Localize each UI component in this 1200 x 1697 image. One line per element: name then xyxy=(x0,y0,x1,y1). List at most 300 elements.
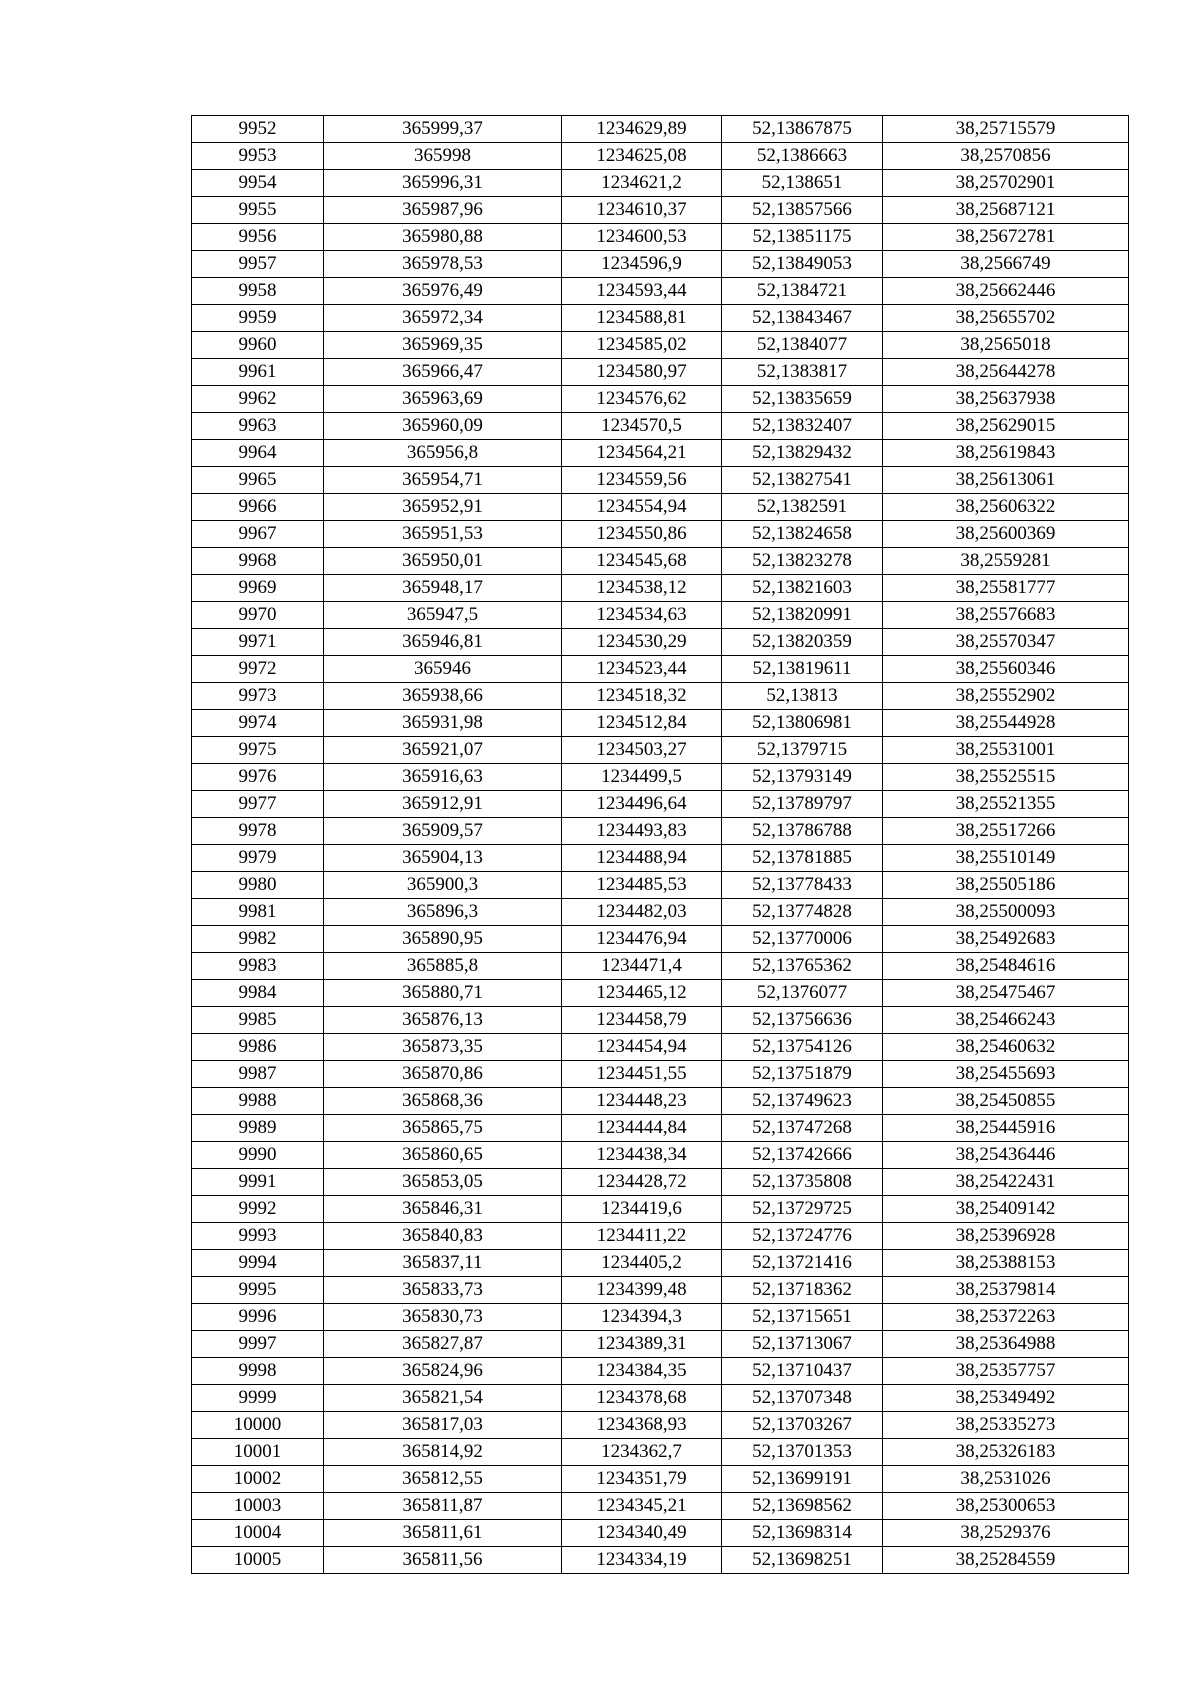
y-coordinate-cell: 1234345,21 xyxy=(562,1493,722,1520)
x-coordinate-cell: 365840,83 xyxy=(324,1223,562,1250)
longitude-cell: 38,25600369 xyxy=(883,521,1129,548)
coordinates-table xyxy=(191,115,1129,1574)
y-coordinate-cell: 1234451,55 xyxy=(562,1061,722,1088)
x-coordinate-cell: 365817,03 xyxy=(324,1412,562,1439)
latitude-cell: 52,13749623 xyxy=(722,1088,883,1115)
table-row xyxy=(192,1007,1129,1034)
longitude-cell: 38,25637938 xyxy=(883,386,1129,413)
latitude-cell: 52,1382591 xyxy=(722,494,883,521)
y-coordinate-cell: 1234378,68 xyxy=(562,1385,722,1412)
longitude-cell: 38,2529376 xyxy=(883,1520,1129,1547)
longitude-cell: 38,25510149 xyxy=(883,845,1129,872)
y-coordinate-cell: 1234444,84 xyxy=(562,1115,722,1142)
x-coordinate-cell: 365978,53 xyxy=(324,251,562,278)
x-coordinate-cell: 365827,87 xyxy=(324,1331,562,1358)
y-coordinate-cell: 1234629,89 xyxy=(562,116,722,143)
latitude-cell: 52,13806981 xyxy=(722,710,883,737)
x-coordinate-cell: 365916,63 xyxy=(324,764,562,791)
x-coordinate-cell: 365873,35 xyxy=(324,1034,562,1061)
longitude-cell: 38,25655702 xyxy=(883,305,1129,332)
x-coordinate-cell: 365833,73 xyxy=(324,1277,562,1304)
table-row xyxy=(192,1412,1129,1439)
y-coordinate-cell: 1234351,79 xyxy=(562,1466,722,1493)
y-coordinate-cell: 1234596,9 xyxy=(562,251,722,278)
table-row xyxy=(192,440,1129,467)
x-coordinate-cell: 365821,54 xyxy=(324,1385,562,1412)
latitude-cell: 52,13715651 xyxy=(722,1304,883,1331)
point-number-cell: 9975 xyxy=(192,737,324,764)
table-row xyxy=(192,899,1129,926)
y-coordinate-cell: 1234448,23 xyxy=(562,1088,722,1115)
table-row xyxy=(192,926,1129,953)
point-number-cell: 9988 xyxy=(192,1088,324,1115)
latitude-cell: 52,13770006 xyxy=(722,926,883,953)
longitude-cell: 38,25357757 xyxy=(883,1358,1129,1385)
table-row xyxy=(192,1277,1129,1304)
point-number-cell: 9982 xyxy=(192,926,324,953)
latitude-cell: 52,13843467 xyxy=(722,305,883,332)
y-coordinate-cell: 1234580,97 xyxy=(562,359,722,386)
point-number-cell: 9959 xyxy=(192,305,324,332)
longitude-cell: 38,25284559 xyxy=(883,1547,1129,1574)
point-number-cell: 9984 xyxy=(192,980,324,1007)
latitude-cell: 52,1386663 xyxy=(722,143,883,170)
latitude-cell: 52,13832407 xyxy=(722,413,883,440)
latitude-cell: 52,13823278 xyxy=(722,548,883,575)
table-row xyxy=(192,872,1129,899)
longitude-cell: 38,2531026 xyxy=(883,1466,1129,1493)
longitude-cell: 38,25552902 xyxy=(883,683,1129,710)
latitude-cell: 52,13701353 xyxy=(722,1439,883,1466)
latitude-cell: 52,13742666 xyxy=(722,1142,883,1169)
y-coordinate-cell: 1234503,27 xyxy=(562,737,722,764)
x-coordinate-cell: 365853,05 xyxy=(324,1169,562,1196)
x-coordinate-cell: 365837,11 xyxy=(324,1250,562,1277)
x-coordinate-cell: 365938,66 xyxy=(324,683,562,710)
table-row xyxy=(192,1196,1129,1223)
x-coordinate-cell: 365896,3 xyxy=(324,899,562,926)
longitude-cell: 38,25544928 xyxy=(883,710,1129,737)
latitude-cell: 52,13698314 xyxy=(722,1520,883,1547)
latitude-cell: 52,13857566 xyxy=(722,197,883,224)
y-coordinate-cell: 1234399,48 xyxy=(562,1277,722,1304)
longitude-cell: 38,25450855 xyxy=(883,1088,1129,1115)
y-coordinate-cell: 1234476,94 xyxy=(562,926,722,953)
table-row xyxy=(192,521,1129,548)
latitude-cell: 52,13713067 xyxy=(722,1331,883,1358)
point-number-cell: 9992 xyxy=(192,1196,324,1223)
x-coordinate-cell: 365954,71 xyxy=(324,467,562,494)
latitude-cell: 52,13820991 xyxy=(722,602,883,629)
table-row xyxy=(192,143,1129,170)
longitude-cell: 38,25517266 xyxy=(883,818,1129,845)
latitude-cell: 52,138651 xyxy=(722,170,883,197)
y-coordinate-cell: 1234362,7 xyxy=(562,1439,722,1466)
longitude-cell: 38,25484616 xyxy=(883,953,1129,980)
latitude-cell: 52,13820359 xyxy=(722,629,883,656)
point-number-cell: 9965 xyxy=(192,467,324,494)
x-coordinate-cell: 365963,69 xyxy=(324,386,562,413)
table-row xyxy=(192,1493,1129,1520)
x-coordinate-cell: 365976,49 xyxy=(324,278,562,305)
table-row xyxy=(192,1358,1129,1385)
latitude-cell: 52,1384721 xyxy=(722,278,883,305)
point-number-cell: 9995 xyxy=(192,1277,324,1304)
table-row xyxy=(192,278,1129,305)
table-row xyxy=(192,1304,1129,1331)
table-row xyxy=(192,1520,1129,1547)
x-coordinate-cell: 365999,37 xyxy=(324,116,562,143)
table-row xyxy=(192,359,1129,386)
x-coordinate-cell: 365980,88 xyxy=(324,224,562,251)
point-number-cell: 9971 xyxy=(192,629,324,656)
point-number-cell: 9977 xyxy=(192,791,324,818)
table-row xyxy=(192,683,1129,710)
table-row xyxy=(192,467,1129,494)
table-row xyxy=(192,413,1129,440)
table-row xyxy=(192,1250,1129,1277)
longitude-cell: 38,25436446 xyxy=(883,1142,1129,1169)
point-number-cell: 10001 xyxy=(192,1439,324,1466)
latitude-cell: 52,1383817 xyxy=(722,359,883,386)
point-number-cell: 10004 xyxy=(192,1520,324,1547)
x-coordinate-cell: 365998 xyxy=(324,143,562,170)
table-row xyxy=(192,1466,1129,1493)
longitude-cell: 38,25672781 xyxy=(883,224,1129,251)
longitude-cell: 38,25379814 xyxy=(883,1277,1129,1304)
longitude-cell: 38,25396928 xyxy=(883,1223,1129,1250)
coordinates-table-body xyxy=(192,116,1129,1574)
table-row xyxy=(192,602,1129,629)
longitude-cell: 38,2559281 xyxy=(883,548,1129,575)
y-coordinate-cell: 1234428,72 xyxy=(562,1169,722,1196)
y-coordinate-cell: 1234499,5 xyxy=(562,764,722,791)
y-coordinate-cell: 1234530,29 xyxy=(562,629,722,656)
y-coordinate-cell: 1234550,86 xyxy=(562,521,722,548)
table-row xyxy=(192,1088,1129,1115)
y-coordinate-cell: 1234559,56 xyxy=(562,467,722,494)
table-row xyxy=(192,1034,1129,1061)
latitude-cell: 52,13710437 xyxy=(722,1358,883,1385)
table-row xyxy=(192,386,1129,413)
longitude-cell: 38,25606322 xyxy=(883,494,1129,521)
point-number-cell: 9993 xyxy=(192,1223,324,1250)
point-number-cell: 9964 xyxy=(192,440,324,467)
longitude-cell: 38,25349492 xyxy=(883,1385,1129,1412)
point-number-cell: 9967 xyxy=(192,521,324,548)
longitude-cell: 38,25644278 xyxy=(883,359,1129,386)
latitude-cell: 52,1376077 xyxy=(722,980,883,1007)
x-coordinate-cell: 365890,95 xyxy=(324,926,562,953)
x-coordinate-cell: 365880,71 xyxy=(324,980,562,1007)
longitude-cell: 38,25525515 xyxy=(883,764,1129,791)
y-coordinate-cell: 1234368,93 xyxy=(562,1412,722,1439)
point-number-cell: 9969 xyxy=(192,575,324,602)
x-coordinate-cell: 365969,35 xyxy=(324,332,562,359)
x-coordinate-cell: 365814,92 xyxy=(324,1439,562,1466)
longitude-cell: 38,25715579 xyxy=(883,116,1129,143)
longitude-cell: 38,25570347 xyxy=(883,629,1129,656)
longitude-cell: 38,25409142 xyxy=(883,1196,1129,1223)
point-number-cell: 9989 xyxy=(192,1115,324,1142)
table-row xyxy=(192,953,1129,980)
longitude-cell: 38,25521355 xyxy=(883,791,1129,818)
table-row xyxy=(192,1142,1129,1169)
y-coordinate-cell: 1234405,2 xyxy=(562,1250,722,1277)
y-coordinate-cell: 1234394,3 xyxy=(562,1304,722,1331)
point-number-cell: 9981 xyxy=(192,899,324,926)
point-number-cell: 9985 xyxy=(192,1007,324,1034)
x-coordinate-cell: 365952,91 xyxy=(324,494,562,521)
point-number-cell: 9997 xyxy=(192,1331,324,1358)
y-coordinate-cell: 1234471,4 xyxy=(562,953,722,980)
x-coordinate-cell: 365868,36 xyxy=(324,1088,562,1115)
latitude-cell: 52,13703267 xyxy=(722,1412,883,1439)
x-coordinate-cell: 365966,47 xyxy=(324,359,562,386)
latitude-cell: 52,1384077 xyxy=(722,332,883,359)
latitude-cell: 52,13813 xyxy=(722,683,883,710)
latitude-cell: 52,13789797 xyxy=(722,791,883,818)
point-number-cell: 9955 xyxy=(192,197,324,224)
y-coordinate-cell: 1234482,03 xyxy=(562,899,722,926)
latitude-cell: 52,13824658 xyxy=(722,521,883,548)
longitude-cell: 38,25466243 xyxy=(883,1007,1129,1034)
table-row xyxy=(192,710,1129,737)
longitude-cell: 38,25662446 xyxy=(883,278,1129,305)
y-coordinate-cell: 1234384,35 xyxy=(562,1358,722,1385)
x-coordinate-cell: 365860,65 xyxy=(324,1142,562,1169)
longitude-cell: 38,25505186 xyxy=(883,872,1129,899)
x-coordinate-cell: 365904,13 xyxy=(324,845,562,872)
y-coordinate-cell: 1234438,34 xyxy=(562,1142,722,1169)
table-row xyxy=(192,1169,1129,1196)
y-coordinate-cell: 1234496,64 xyxy=(562,791,722,818)
longitude-cell: 38,25619843 xyxy=(883,440,1129,467)
table-row xyxy=(192,818,1129,845)
table-row xyxy=(192,737,1129,764)
x-coordinate-cell: 365865,75 xyxy=(324,1115,562,1142)
point-number-cell: 9999 xyxy=(192,1385,324,1412)
point-number-cell: 9954 xyxy=(192,170,324,197)
point-number-cell: 9961 xyxy=(192,359,324,386)
longitude-cell: 38,25388153 xyxy=(883,1250,1129,1277)
x-coordinate-cell: 365811,61 xyxy=(324,1520,562,1547)
latitude-cell: 52,13851175 xyxy=(722,224,883,251)
latitude-cell: 52,13698251 xyxy=(722,1547,883,1574)
latitude-cell: 52,13786788 xyxy=(722,818,883,845)
latitude-cell: 52,13718362 xyxy=(722,1277,883,1304)
y-coordinate-cell: 1234518,32 xyxy=(562,683,722,710)
table-row xyxy=(192,1547,1129,1574)
point-number-cell: 9960 xyxy=(192,332,324,359)
x-coordinate-cell: 365811,87 xyxy=(324,1493,562,1520)
y-coordinate-cell: 1234534,63 xyxy=(562,602,722,629)
latitude-cell: 52,13729725 xyxy=(722,1196,883,1223)
longitude-cell: 38,25335273 xyxy=(883,1412,1129,1439)
table-row xyxy=(192,251,1129,278)
x-coordinate-cell: 365830,73 xyxy=(324,1304,562,1331)
longitude-cell: 38,25326183 xyxy=(883,1439,1129,1466)
latitude-cell: 52,13849053 xyxy=(722,251,883,278)
point-number-cell: 9958 xyxy=(192,278,324,305)
latitude-cell: 52,13707348 xyxy=(722,1385,883,1412)
longitude-cell: 38,25687121 xyxy=(883,197,1129,224)
longitude-cell: 38,25445916 xyxy=(883,1115,1129,1142)
latitude-cell: 52,13699191 xyxy=(722,1466,883,1493)
x-coordinate-cell: 365950,01 xyxy=(324,548,562,575)
point-number-cell: 9952 xyxy=(192,116,324,143)
table-row xyxy=(192,1061,1129,1088)
table-row xyxy=(192,1115,1129,1142)
y-coordinate-cell: 1234588,81 xyxy=(562,305,722,332)
x-coordinate-cell: 365960,09 xyxy=(324,413,562,440)
longitude-cell: 38,25702901 xyxy=(883,170,1129,197)
point-number-cell: 9962 xyxy=(192,386,324,413)
y-coordinate-cell: 1234554,94 xyxy=(562,494,722,521)
point-number-cell: 9980 xyxy=(192,872,324,899)
latitude-cell: 52,13827541 xyxy=(722,467,883,494)
y-coordinate-cell: 1234493,83 xyxy=(562,818,722,845)
latitude-cell: 52,13735808 xyxy=(722,1169,883,1196)
y-coordinate-cell: 1234340,49 xyxy=(562,1520,722,1547)
x-coordinate-cell: 365948,17 xyxy=(324,575,562,602)
point-number-cell: 9957 xyxy=(192,251,324,278)
point-number-cell: 9963 xyxy=(192,413,324,440)
point-number-cell: 9990 xyxy=(192,1142,324,1169)
latitude-cell: 52,13751879 xyxy=(722,1061,883,1088)
y-coordinate-cell: 1234564,21 xyxy=(562,440,722,467)
y-coordinate-cell: 1234523,44 xyxy=(562,656,722,683)
table-row xyxy=(192,305,1129,332)
table-row xyxy=(192,575,1129,602)
latitude-cell: 52,13747268 xyxy=(722,1115,883,1142)
table-row xyxy=(192,764,1129,791)
longitude-cell: 38,25492683 xyxy=(883,926,1129,953)
table-row xyxy=(192,1439,1129,1466)
x-coordinate-cell: 365900,3 xyxy=(324,872,562,899)
point-number-cell: 9956 xyxy=(192,224,324,251)
table-row xyxy=(192,1223,1129,1250)
y-coordinate-cell: 1234585,02 xyxy=(562,332,722,359)
y-coordinate-cell: 1234570,5 xyxy=(562,413,722,440)
point-number-cell: 9976 xyxy=(192,764,324,791)
longitude-cell: 38,25500093 xyxy=(883,899,1129,926)
point-number-cell: 9991 xyxy=(192,1169,324,1196)
longitude-cell: 38,25581777 xyxy=(883,575,1129,602)
point-number-cell: 9973 xyxy=(192,683,324,710)
x-coordinate-cell: 365951,53 xyxy=(324,521,562,548)
table-row xyxy=(192,494,1129,521)
y-coordinate-cell: 1234458,79 xyxy=(562,1007,722,1034)
x-coordinate-cell: 365987,96 xyxy=(324,197,562,224)
latitude-cell: 52,13829432 xyxy=(722,440,883,467)
point-number-cell: 10003 xyxy=(192,1493,324,1520)
latitude-cell: 52,13698562 xyxy=(722,1493,883,1520)
x-coordinate-cell: 365947,5 xyxy=(324,602,562,629)
point-number-cell: 9987 xyxy=(192,1061,324,1088)
longitude-cell: 38,2565018 xyxy=(883,332,1129,359)
y-coordinate-cell: 1234485,53 xyxy=(562,872,722,899)
table-row xyxy=(192,224,1129,251)
y-coordinate-cell: 1234411,22 xyxy=(562,1223,722,1250)
point-number-cell: 10002 xyxy=(192,1466,324,1493)
y-coordinate-cell: 1234454,94 xyxy=(562,1034,722,1061)
latitude-cell: 52,13724776 xyxy=(722,1223,883,1250)
y-coordinate-cell: 1234465,12 xyxy=(562,980,722,1007)
y-coordinate-cell: 1234512,84 xyxy=(562,710,722,737)
latitude-cell: 52,13821603 xyxy=(722,575,883,602)
longitude-cell: 38,25560346 xyxy=(883,656,1129,683)
table-row xyxy=(192,980,1129,1007)
point-number-cell: 9972 xyxy=(192,656,324,683)
x-coordinate-cell: 365811,56 xyxy=(324,1547,562,1574)
longitude-cell: 38,25531001 xyxy=(883,737,1129,764)
latitude-cell: 52,13754126 xyxy=(722,1034,883,1061)
table-row xyxy=(192,629,1129,656)
point-number-cell: 9970 xyxy=(192,602,324,629)
longitude-cell: 38,2566749 xyxy=(883,251,1129,278)
longitude-cell: 38,25300653 xyxy=(883,1493,1129,1520)
point-number-cell: 9978 xyxy=(192,818,324,845)
longitude-cell: 38,25629015 xyxy=(883,413,1129,440)
latitude-cell: 52,13793149 xyxy=(722,764,883,791)
y-coordinate-cell: 1234610,37 xyxy=(562,197,722,224)
x-coordinate-cell: 365812,55 xyxy=(324,1466,562,1493)
x-coordinate-cell: 365996,31 xyxy=(324,170,562,197)
longitude-cell: 38,25460632 xyxy=(883,1034,1129,1061)
latitude-cell: 52,13835659 xyxy=(722,386,883,413)
point-number-cell: 10000 xyxy=(192,1412,324,1439)
latitude-cell: 52,13756636 xyxy=(722,1007,883,1034)
latitude-cell: 52,13781885 xyxy=(722,845,883,872)
x-coordinate-cell: 365921,07 xyxy=(324,737,562,764)
longitude-cell: 38,25613061 xyxy=(883,467,1129,494)
y-coordinate-cell: 1234488,94 xyxy=(562,845,722,872)
longitude-cell: 38,2570856 xyxy=(883,143,1129,170)
x-coordinate-cell: 365912,91 xyxy=(324,791,562,818)
latitude-cell: 52,13819611 xyxy=(722,656,883,683)
point-number-cell: 9974 xyxy=(192,710,324,737)
table-row xyxy=(192,791,1129,818)
x-coordinate-cell: 365946,81 xyxy=(324,629,562,656)
latitude-cell: 52,13778433 xyxy=(722,872,883,899)
point-number-cell: 9994 xyxy=(192,1250,324,1277)
x-coordinate-cell: 365876,13 xyxy=(324,1007,562,1034)
y-coordinate-cell: 1234576,62 xyxy=(562,386,722,413)
point-number-cell: 9953 xyxy=(192,143,324,170)
y-coordinate-cell: 1234334,19 xyxy=(562,1547,722,1574)
point-number-cell: 9966 xyxy=(192,494,324,521)
point-number-cell: 9998 xyxy=(192,1358,324,1385)
table-row xyxy=(192,845,1129,872)
y-coordinate-cell: 1234621,2 xyxy=(562,170,722,197)
longitude-cell: 38,25364988 xyxy=(883,1331,1129,1358)
latitude-cell: 52,13721416 xyxy=(722,1250,883,1277)
point-number-cell: 9986 xyxy=(192,1034,324,1061)
longitude-cell: 38,25422431 xyxy=(883,1169,1129,1196)
x-coordinate-cell: 365824,96 xyxy=(324,1358,562,1385)
y-coordinate-cell: 1234419,6 xyxy=(562,1196,722,1223)
y-coordinate-cell: 1234600,53 xyxy=(562,224,722,251)
x-coordinate-cell: 365946 xyxy=(324,656,562,683)
table-row xyxy=(192,548,1129,575)
y-coordinate-cell: 1234389,31 xyxy=(562,1331,722,1358)
latitude-cell: 52,13765362 xyxy=(722,953,883,980)
latitude-cell: 52,13774828 xyxy=(722,899,883,926)
point-number-cell: 10005 xyxy=(192,1547,324,1574)
y-coordinate-cell: 1234538,12 xyxy=(562,575,722,602)
point-number-cell: 9996 xyxy=(192,1304,324,1331)
